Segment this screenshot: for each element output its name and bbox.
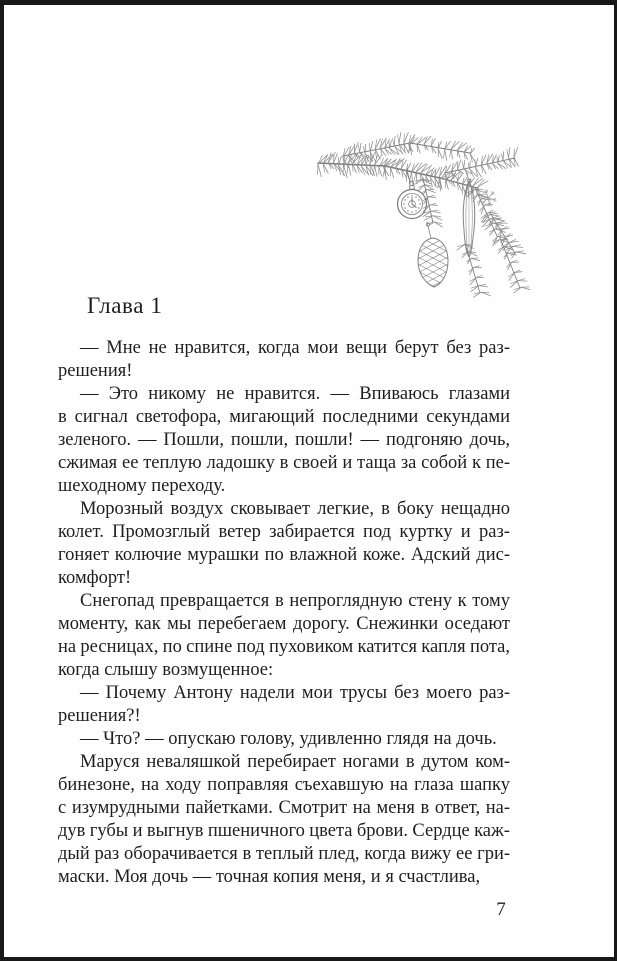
paragraph xyxy=(58,751,510,889)
text-line: — Мне не нравится, когда мои вещи берут без раз- xyxy=(80,338,510,358)
page-number: 7 xyxy=(496,899,506,920)
paragraph xyxy=(58,337,510,383)
text-line: решения! xyxy=(58,361,133,381)
text-line: в сигнал светофора, мигающий последними секундами xyxy=(58,407,511,427)
text-line: с изумрудными пайетками. Смотрит на меня в ответ, на- xyxy=(58,798,511,818)
text-line: сжимая ее теплую ладошку в своей и таща за собой к пе- xyxy=(58,453,511,473)
text-line: шеходному переходу. xyxy=(58,476,226,496)
pine-cone xyxy=(416,221,450,295)
fir-branch xyxy=(318,132,531,297)
text-line: — Это никому не нравится. — Впиваюсь глазами xyxy=(80,384,511,404)
text-line: комфорт! xyxy=(58,568,132,588)
text-line: Снегопад превращается в непроглядную стену к тому xyxy=(80,591,510,611)
text-line: колет. Промозглый ветер забирается под куртку и раз- xyxy=(58,522,510,542)
body-text xyxy=(58,337,510,889)
text-line: когда слышу возмущенное: xyxy=(58,660,274,680)
paragraph xyxy=(58,728,510,751)
chapter-ornament-illustration xyxy=(315,118,530,298)
paragraph xyxy=(58,498,510,590)
text-line: Морозный воздух сковывает легкие, в боку нещадно xyxy=(80,499,511,519)
paragraph xyxy=(58,682,510,728)
text-line: зеленого. — Пошли, пошли, пошли! — подгоняю дочь, xyxy=(58,430,511,450)
text-line: гоняет колючие мурашки по влажной коже. Адский дис- xyxy=(58,545,510,565)
text-line: — Почему Антону надели мои трусы без моего раз- xyxy=(80,683,510,703)
text-line: моменту, как мы перебегаем дорогу. Снежинки оседают xyxy=(58,614,511,634)
text-line: дув губы и выгнув пшеничного цвета брови. Сердце каж- xyxy=(58,821,510,841)
chapter-heading: Глава 1 xyxy=(87,293,163,318)
text-line: на ресницах, по спине под пуховиком катится капля пота, xyxy=(58,637,510,657)
text-line: дый раз оборачивается в теплый плед, когда вижу ее гри- xyxy=(58,844,511,864)
text-line: маски. Моя дочь — точная копия меня, и я счастлива, xyxy=(58,867,481,887)
text-line: Маруся неваляшкой перебирает ногами в дутом ком- xyxy=(80,752,511,772)
text-line: решения?! xyxy=(58,706,141,726)
text-line: бинезоне, на ходу поправляя съехавшую на глаза шапку xyxy=(58,775,510,795)
paragraph xyxy=(58,383,510,498)
text-line: — Что? — опускаю голову, удивленно глядя на дочь. xyxy=(80,729,497,749)
paragraph xyxy=(58,590,510,682)
